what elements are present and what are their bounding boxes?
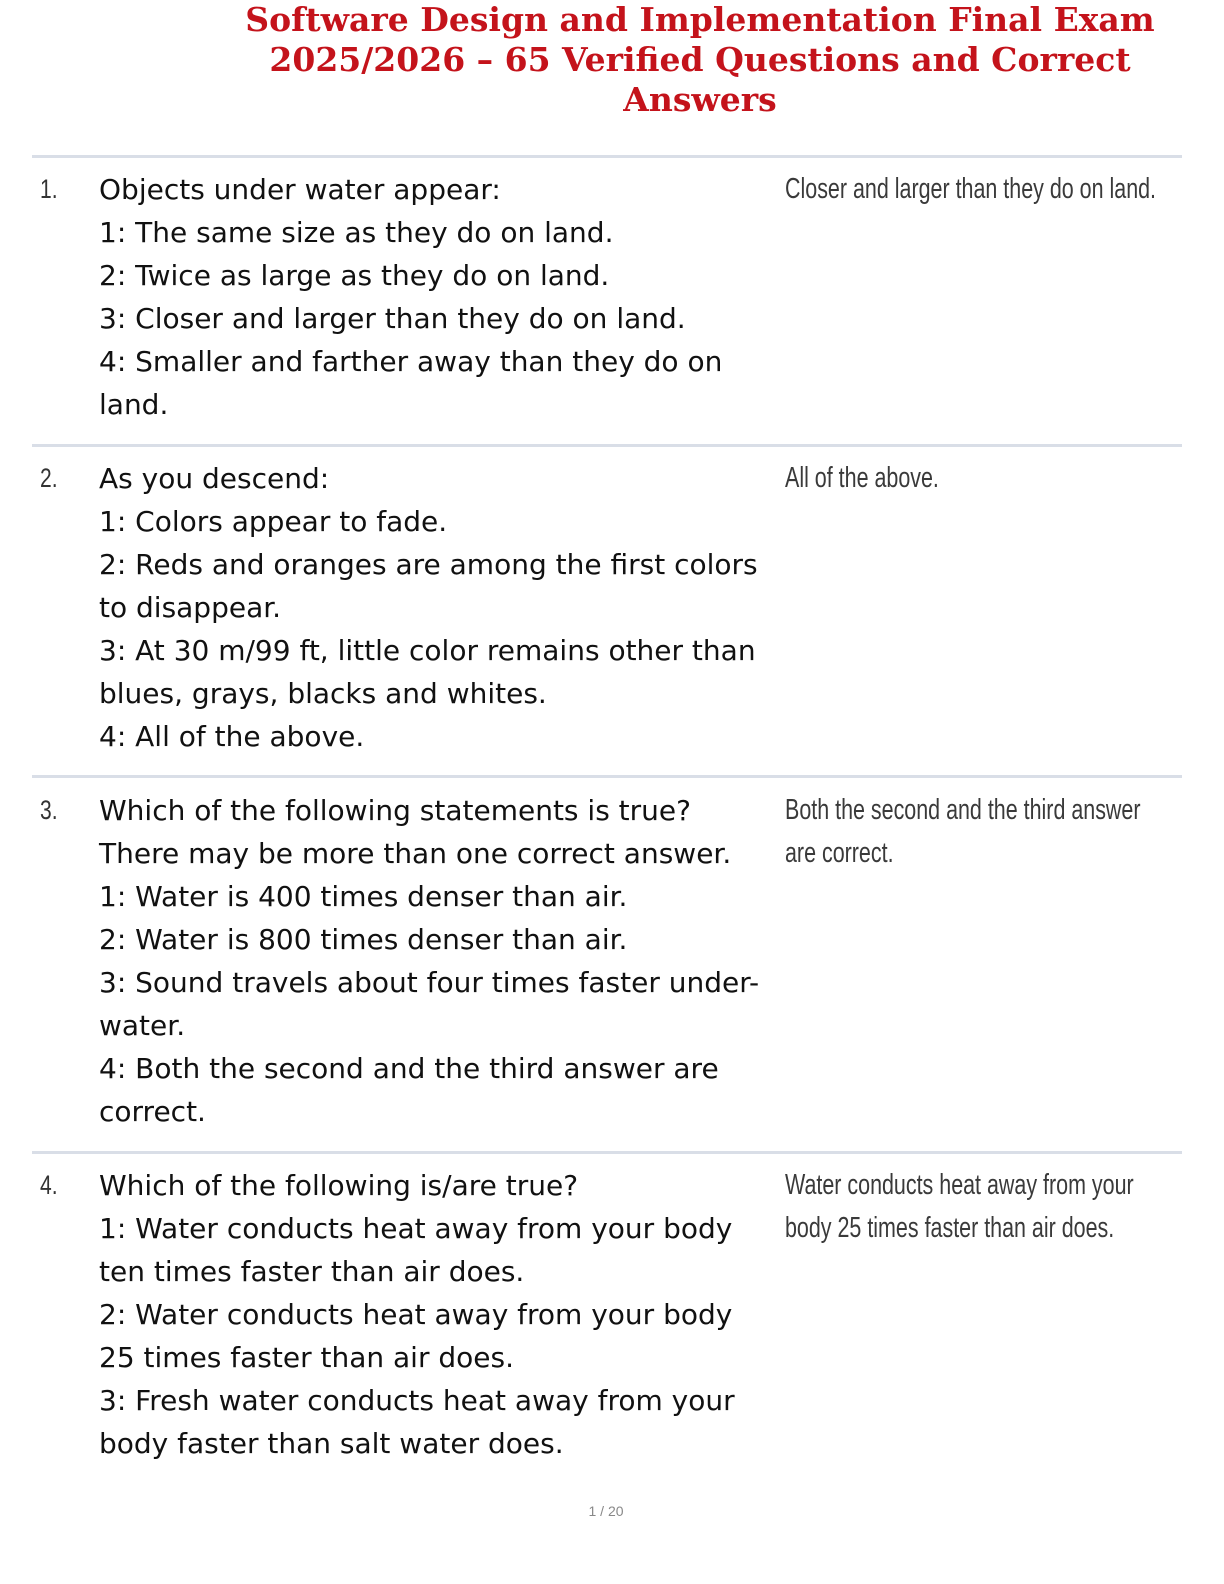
question-line: Objects under water appear:: [99, 173, 501, 206]
question-line: 3: Fresh water conducts heat away from your: [99, 1384, 735, 1417]
divider: [32, 444, 1182, 447]
question-line: 1: Water is 400 times denser than air.: [99, 880, 628, 913]
divider: [32, 775, 1182, 778]
question-text: [99, 1164, 779, 1465]
divider: [32, 155, 1182, 158]
question-number: 3.: [40, 795, 58, 825]
answer-line: Water conducts heat away from your: [785, 1169, 1134, 1201]
divider: [32, 1151, 1182, 1154]
question-line: There may be more than one correct answer.: [99, 837, 732, 870]
question-line: As you descend:: [99, 462, 330, 495]
answer-text: [785, 168, 1156, 211]
question-line: land.: [99, 388, 169, 421]
answer-line: Both the second and the third answer: [785, 794, 1141, 826]
question-line: 4: Both the second and the third answer are: [99, 1052, 719, 1085]
question-line: Which of the following is/are true?: [99, 1169, 579, 1202]
question-line: 25 times faster than air does.: [99, 1341, 514, 1374]
question-line: blues, grays, blacks and whites.: [99, 677, 547, 710]
question-line: water.: [99, 1009, 186, 1042]
answer-text: [785, 1164, 1134, 1250]
answer-line: body 25 times faster than air does.: [785, 1212, 1115, 1244]
question-line: 3: Sound travels about four times faster under-: [99, 966, 760, 999]
question-text: [99, 457, 779, 758]
answer-text: [785, 789, 1141, 875]
question-line: 3: At 30 m/99 ft, little color remains other than: [99, 634, 756, 667]
question-line: Which of the following statements is true?: [99, 794, 692, 827]
title-line-2: 2025/2026 – 65 Verified Questions and Correct: [269, 40, 1131, 79]
question-line: 2: Reds and oranges are among the first colors: [99, 548, 758, 581]
question-text: [99, 168, 779, 426]
question-line: 3: Closer and larger than they do on land.: [99, 302, 686, 335]
question-line: 2: Water is 800 times denser than air.: [99, 923, 628, 956]
question-line: body faster than salt water does.: [99, 1427, 564, 1460]
title-line-3: Answers: [623, 80, 777, 119]
question-number: 4.: [40, 1170, 58, 1200]
answer-line: Closer and larger than they do on land.: [785, 173, 1157, 205]
answer-line: All of the above.: [785, 462, 939, 494]
question-line: 1: The same size as they do on land.: [99, 216, 614, 249]
question-line: 4: Smaller and farther away than they do on: [99, 345, 723, 378]
question-number: 1.: [40, 174, 58, 204]
question-line: 2: Water conducts heat away from your body: [99, 1298, 733, 1331]
title-line-1: Software Design and Implementation Final Exam: [245, 0, 1155, 39]
answer-text: [785, 457, 939, 500]
answer-line: are correct.: [785, 837, 894, 869]
question-line: correct.: [99, 1095, 206, 1128]
question-line: ten times faster than air does.: [99, 1255, 525, 1288]
question-line: to disappear.: [99, 591, 282, 624]
question-line: 1: Water conducts heat away from your body: [99, 1212, 733, 1245]
question-line: 2: Twice as large as they do on land.: [99, 259, 610, 292]
document-title: [200, 0, 1200, 120]
question-line: 1: Colors appear to fade.: [99, 505, 448, 538]
question-line: 4: All of the above.: [99, 720, 365, 753]
page-number: 1 / 20: [588, 1503, 624, 1519]
question-number: 2.: [40, 463, 58, 493]
question-text: [99, 789, 779, 1133]
